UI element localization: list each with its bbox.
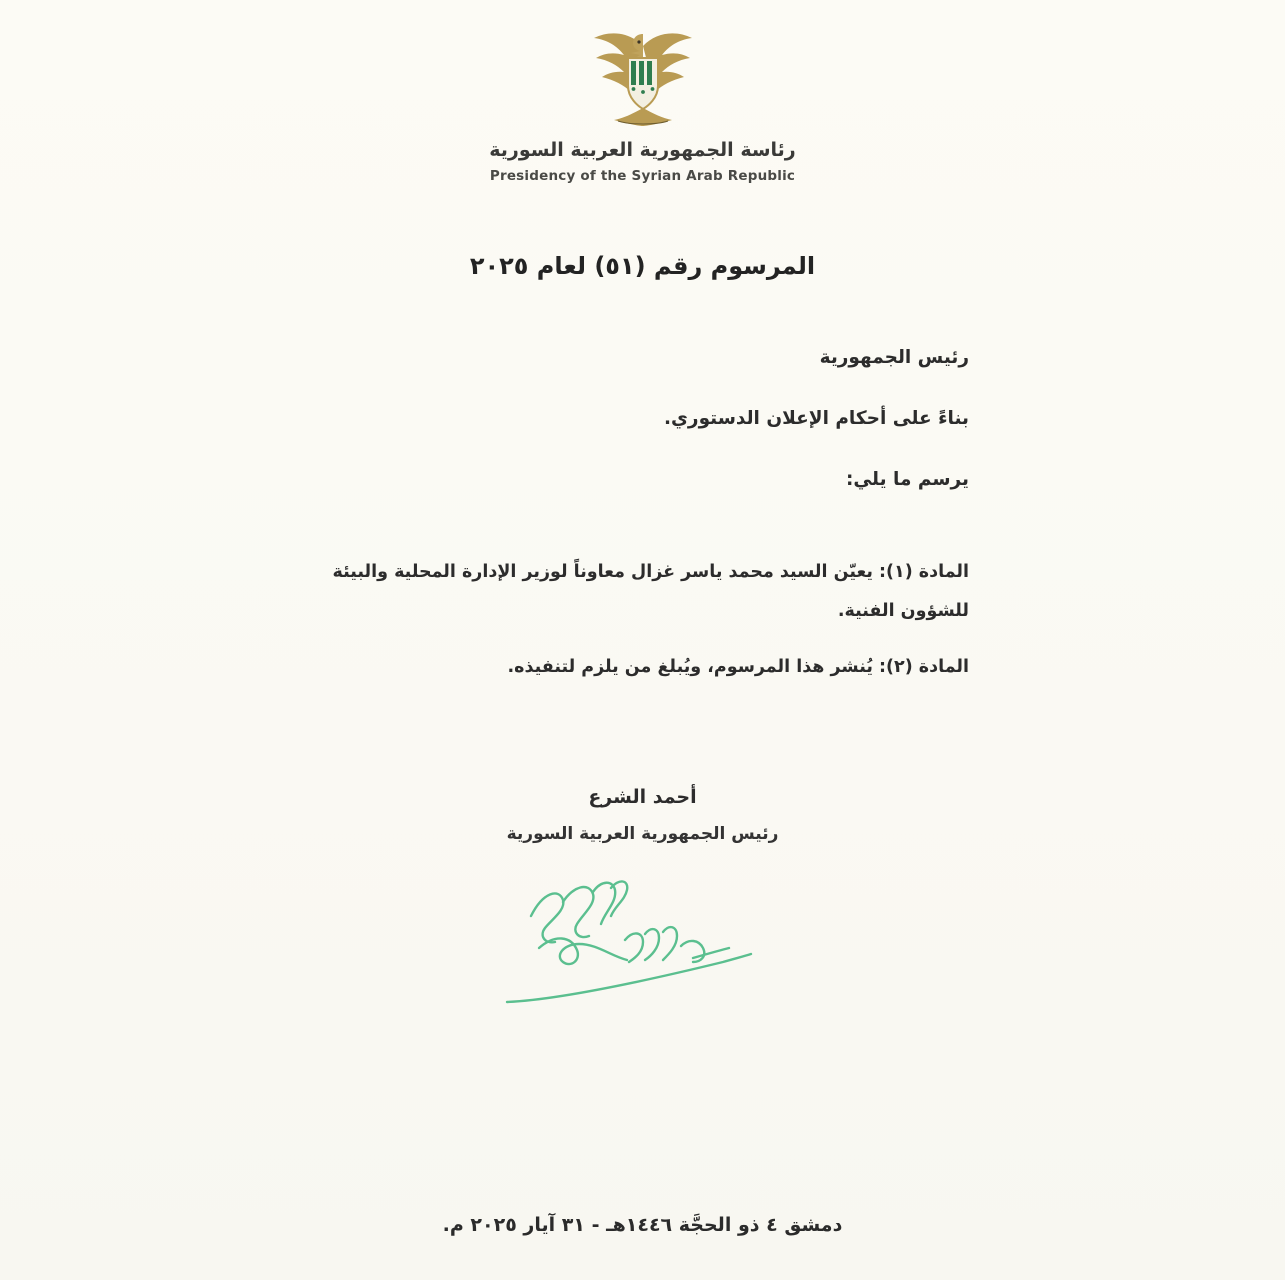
decree-title: المرسوم رقم (٥١) لعام ٢٠٢٥: [469, 252, 816, 280]
signatory-name: أحمد الشرع: [588, 786, 697, 808]
decrees-line: يرسم ما يلي:: [845, 469, 969, 491]
organization-name-ar: رئاسة الجمهورية العربية السورية: [489, 139, 796, 161]
article-2: [316, 648, 969, 687]
article-1: [316, 553, 969, 630]
signatory-title: رئيس الجمهورية العربية السورية: [506, 824, 779, 844]
organization-block: [0, 138, 1285, 184]
handwritten-signature: [493, 862, 793, 1012]
legal-basis-line: بناءً على أحكام الإعلان الدستوري.: [663, 408, 969, 430]
emblem-container: [0, 22, 1285, 130]
organization-name-en: Presidency of the Syrian Arab Republic: [489, 167, 796, 184]
issuer-line: رئيس الجمهورية: [819, 347, 969, 368]
article-2-text: يُنشر هذا المرسوم، ويُبلغ من يلزم لتنفيذه.: [507, 657, 880, 678]
articles-list: [0, 553, 1285, 687]
article-1-appointee-name: محمد ياسر غزال: [631, 562, 774, 583]
signature-block: [0, 786, 1285, 1012]
article-1-label: المادة (١):: [879, 562, 969, 583]
article-2-label: المادة (٢):: [879, 657, 969, 678]
article-1-text-after: معاوناً لوزير الإدارة المحلية والبيئة للشؤون الفنية.: [332, 562, 969, 621]
issue-date: دمشق ٤ ذو الحجَّة ١٤٤٦هـ - ٣١ آيار ٢٠٢٥ م.: [442, 1214, 843, 1236]
syrian-eagle-emblem: [584, 22, 702, 130]
decree-body: [0, 340, 1285, 687]
article-1-text-before: يعيّن السيد: [773, 562, 880, 583]
